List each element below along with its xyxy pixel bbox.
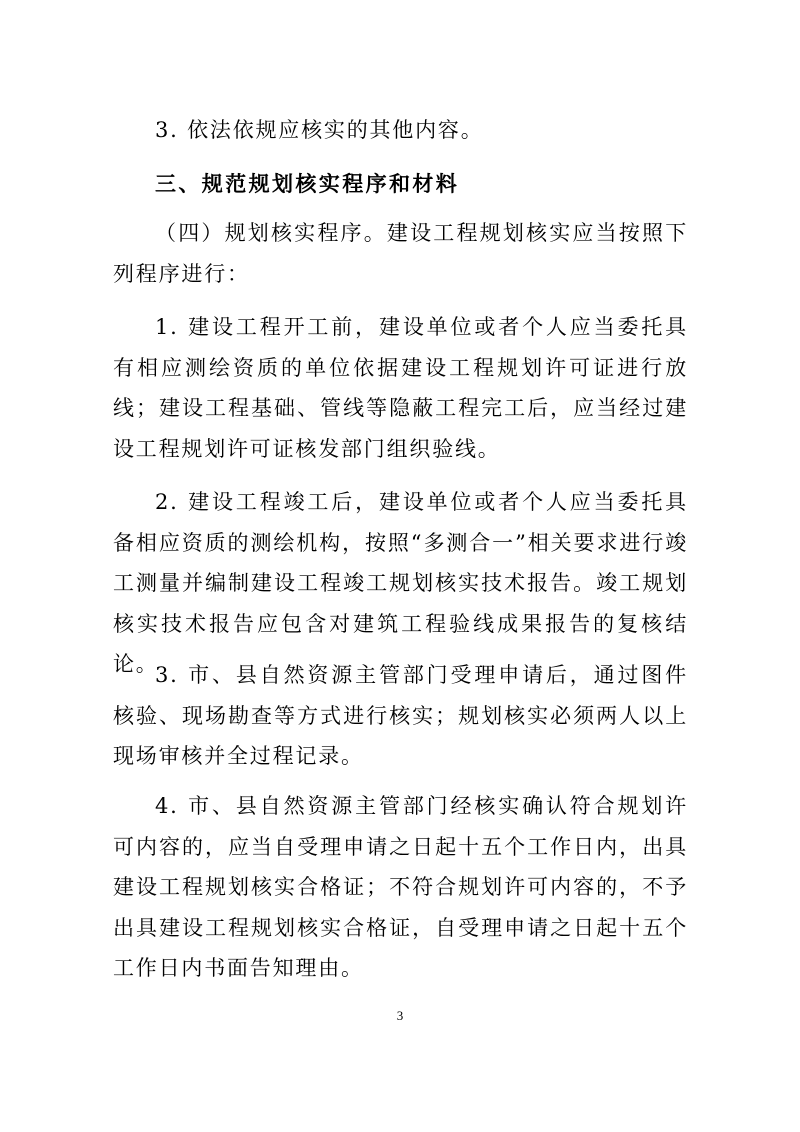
step-2-paragraph: 2. 建设工程竣工后，建设单位或者个人应当委托具备相应资质的测绘机构，按照“多测合一”相关要求进行竣工测量并编制建设工程竣工规划核实技术报告。竣工规划核实技术报告应包含对建筑工程验线成果报告的复核结论。 [113, 490, 688, 676]
step-1-paragraph: 1. 建设工程开工前，建设单位或者个人应当委托具有相应测绘资质的单位依据建设工程规划许可证进行放线；建设工程基础、管线等隐蔽工程完工后，应当经过建设工程规划许可证核发部门组织验线。 [113, 315, 688, 461]
procedure-intro-paragraph: （四）规划核实程序。建设工程规划核实应当按照下列程序进行： [113, 221, 688, 286]
step-4-paragraph: 4. 市、县自然资源主管部门经核实确认符合规划许可内容的，应当自受理申请之日起十五个工作日内，出具建设工程规划核实合格证；不符合规划许可内容的，不予出具建设工程规划核实合格证，自受理申请之日起十五个工作日内书面告知理由。 [113, 794, 688, 980]
item-3-other-content: 3. 依法依规应核实的其他内容。 [155, 118, 484, 142]
page-number: 3 [396, 1008, 404, 1023]
section-heading: 三、规范规划核实程序和材料 [155, 172, 460, 196]
step-3-paragraph: 3. 市、县自然资源主管部门受理申请后，通过图件核验、现场勘查等方式进行核实；规划核实必须两人以上现场审核并全过程记录。 [113, 663, 688, 768]
